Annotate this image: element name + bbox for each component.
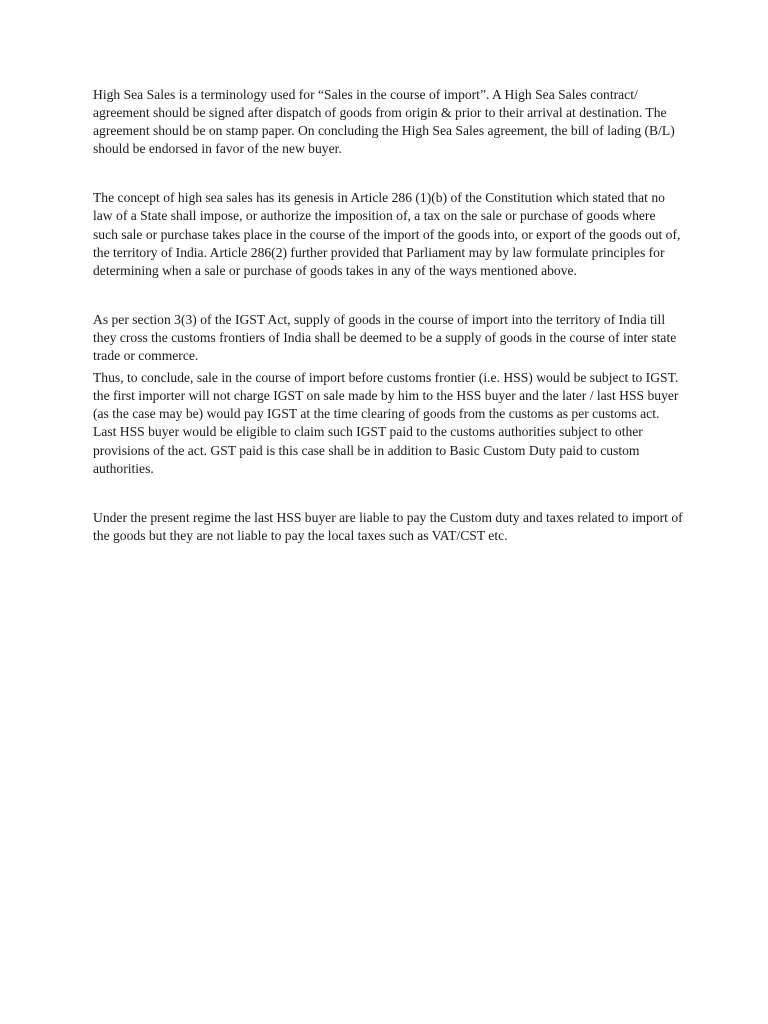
paragraph-conclusion: Thus, to conclude, sale in the course of import before customs frontier (i.e. HSS) would be subject to IGST. the first importer will not charge IGST on sale made by him to the HSS buyer and the later / last HSS buyer (as the case may be) would pay IGST at the time clearing of goods from the customs as per customs act. Last HSS buyer would be eligible to claim such IGST paid to the customs authorities subject to other provisions of the act. GST paid is this case shall be in addition to Basic Custom Duty paid to custom authorities. (93, 370, 679, 476)
paragraph-high-sea-sales-definition: High Sea Sales is a terminology used for “Sales in the course of import”. A High Sea Sales contract/ agreement should be signed after dispatch of goods from origin & prior to their arrival at destination. The agreement should be on stamp paper. On concluding the High Sea Sales agreement, the bill of lading (B/L) should be endorsed in favor of the new buyer. (93, 87, 675, 157)
paragraph-constitution-article-286: The concept of high sea sales has its genesis in Article 286 (1)(b) of the Constitution which stated that no law of a State shall impose, or authorize the imposition of, a tax on the sale or purchase of goods where such sale or purchase takes place in the course of the import of the goods into, or export of the goods out of, the territory of India. Article 286(2) further provided that Parliament may by law formulate principles for determining when a sale or purchase of goods takes in any of the ways mentioned above. (93, 190, 681, 278)
paragraph-present-regime: Under the present regime the last HSS buyer are liable to pay the Custom duty and taxes related to import of the goods but they are not liable to pay the local taxes such as VAT/CST etc. (93, 509, 683, 543)
paragraph-igst-section-3-3: As per section 3(3) of the IGST Act, supply of goods in the course of import into the territory of India till they cross the customs frontiers of India shall be deemed to be a supply of goods in the course of inter state trade or commerce. (93, 311, 677, 364)
